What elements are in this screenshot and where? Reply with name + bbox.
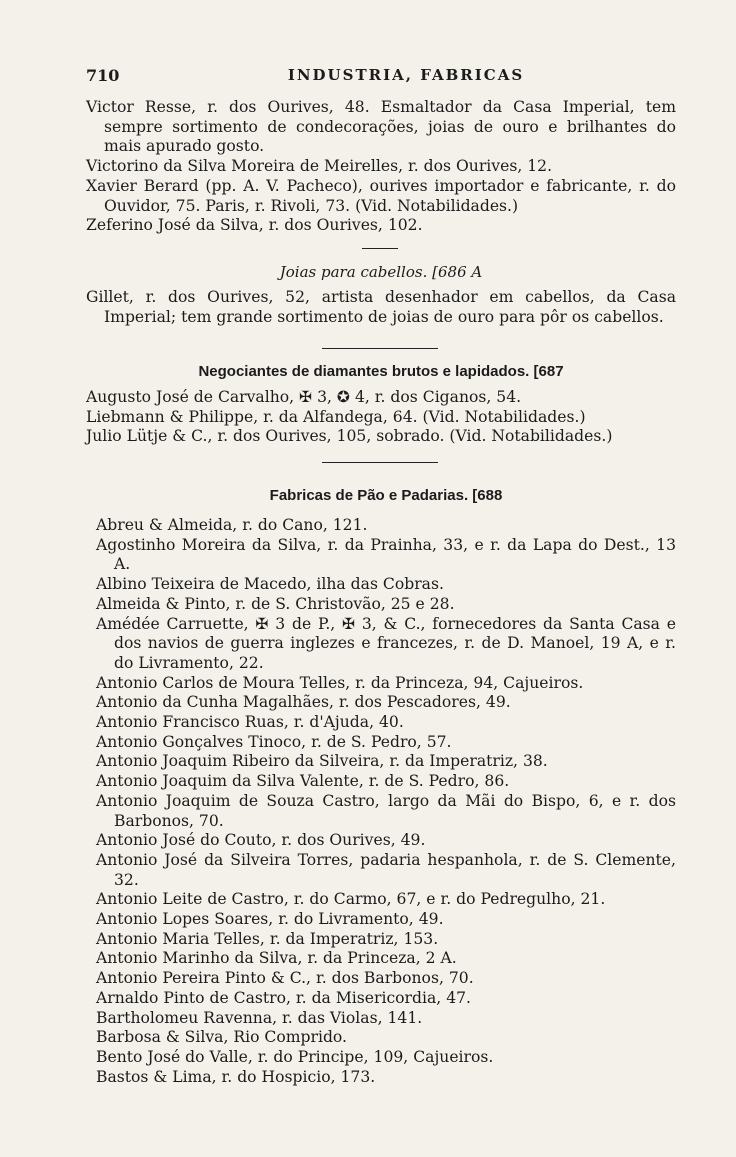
section-number: [686 A bbox=[432, 263, 483, 281]
list-item: Antonio Pereira Pinto & C., r. dos Barbonos, 70. bbox=[96, 969, 474, 988]
list-item: Victorino da Silva Moreira de Meirelles, r. dos Ourives, 12. bbox=[86, 157, 553, 176]
list-item: Bastos & Lima, r. do Hospicio, 173. bbox=[96, 1067, 376, 1086]
page-header bbox=[86, 66, 676, 92]
running-title: INDUSTRIA, FABRICAS bbox=[287, 66, 525, 84]
list-item: Agostinho Moreira da Silva, r. da Prainha, 33, e r. da Lapa do Dest., 13 A. bbox=[96, 535, 676, 574]
list-item: Bento José do Valle, r. do Principe, 109, Cajueiros. bbox=[96, 1047, 494, 1066]
list-item: Antonio Marinho da Silva, r. da Princeza, 2 A. bbox=[96, 949, 457, 968]
section-joias bbox=[86, 262, 676, 327]
list-item: Antonio José do Couto, r. dos Ourives, 49. bbox=[96, 831, 426, 850]
list-item: Antonio Joaquim Ribeiro da Silveira, r. da Imperatriz, 38. bbox=[96, 752, 548, 771]
section-title: Fabricas de Pão e Padarias. bbox=[269, 487, 469, 504]
list-item: Antonio José da Silveira Torres, padaria hespanhola, r. de S. Clemente, 32. bbox=[96, 850, 676, 889]
section-diamantes bbox=[86, 362, 676, 447]
list-item: Antonio Joaquim da Silva Valente, r. de S. Pedro, 86. bbox=[96, 772, 510, 791]
list-item: Antonio Francisco Ruas, r. d'Ajuda, 40. bbox=[96, 713, 404, 732]
list-item: Julio Lütje & C., r. dos Ourives, 105, sobrado. (Vid. Notabilidades.) bbox=[86, 427, 613, 446]
section-divider bbox=[322, 348, 438, 349]
list-item: Xavier Berard (pp. A. V. Pacheco), ourives importador e fabricante, r. do Ouvidor, 75. Paris, r. Rivoli, 73. (Vid. Notabilidades.) bbox=[86, 176, 676, 215]
list-item: Bartholomeu Ravenna, r. das Violas, 141. bbox=[96, 1008, 423, 1027]
list-item: Gillet, r. dos Ourives, 52, artista desenhador em cabellos, da Casa Imperial; tem grande sortimento de joias de ouro para pôr os cabellos. bbox=[86, 288, 676, 326]
list-item: Victor Resse, r. dos Ourives, 48. Esmaltador da Casa Imperial, tem sempre sortimento de condecorações, joias de ouro e brilhantes do mais apurado gosto. bbox=[86, 98, 676, 156]
list-item: Antonio Carlos de Moura Telles, r. da Princeza, 94, Cajueiros. bbox=[96, 673, 584, 692]
section-heading bbox=[96, 486, 676, 506]
section-title: Negociantes de diamantes brutos e lapidados. bbox=[198, 363, 530, 380]
list-item: Augusto José de Carvalho, ✠ 3, ✪ 4, r. dos Ciganos, 54. bbox=[86, 388, 522, 406]
entries-top bbox=[86, 98, 676, 236]
section-number: [687 bbox=[533, 363, 564, 380]
list-item: Arnaldo Pinto de Castro, r. da Misericordia, 47. bbox=[96, 988, 471, 1007]
list-item: Antonio Leite de Castro, r. do Carmo, 67, e r. do Pedregulho, 21. bbox=[96, 890, 606, 909]
section-heading bbox=[86, 362, 676, 382]
section-heading bbox=[86, 262, 676, 282]
list-item: Antonio Gonçalves Tinoco, r. de S. Pedro, 57. bbox=[96, 732, 452, 751]
section-divider bbox=[322, 462, 438, 463]
list-item: Amédée Carruette, ✠ 3 de P., ✠ 3, & C., fornecedores da Santa Casa e dos navios de guerra inglezes e francezes, r. de D. Manoel, 19 A, e r. do Livramento, 22. bbox=[96, 614, 676, 672]
section-title: Joias para cabellos. bbox=[279, 263, 428, 281]
list-item: Albino Teixeira de Macedo, ilha das Cobras. bbox=[96, 575, 444, 594]
section-number: [688 bbox=[472, 487, 503, 504]
section-pao bbox=[96, 486, 676, 1087]
list-item: Liebmann & Philippe, r. da Alfandega, 64. (Vid. Notabilidades.) bbox=[86, 407, 586, 426]
page-number: 710 bbox=[86, 66, 120, 85]
list-item: Zeferino José da Silva, r. dos Ourives, 102. bbox=[86, 216, 423, 235]
list-item: Abreu & Almeida, r. do Cano, 121. bbox=[96, 516, 368, 534]
list-item: Antonio Lopes Soares, r. do Livramento, 49. bbox=[96, 910, 444, 929]
list-item: Almeida & Pinto, r. de S. Christovão, 25 e 28. bbox=[96, 594, 455, 613]
list-item: Antonio Maria Telles, r. da Imperatriz, 153. bbox=[96, 929, 439, 948]
list-item: Antonio da Cunha Magalhães, r. dos Pescadores, 49. bbox=[96, 693, 511, 712]
list-item: Barbosa & Silva, Rio Comprido. bbox=[96, 1028, 348, 1047]
list-item: Antonio Joaquim de Souza Castro, largo da Mãi do Bispo, 6, e r. dos Barbonos, 70. bbox=[96, 791, 676, 830]
section-divider bbox=[362, 248, 398, 249]
